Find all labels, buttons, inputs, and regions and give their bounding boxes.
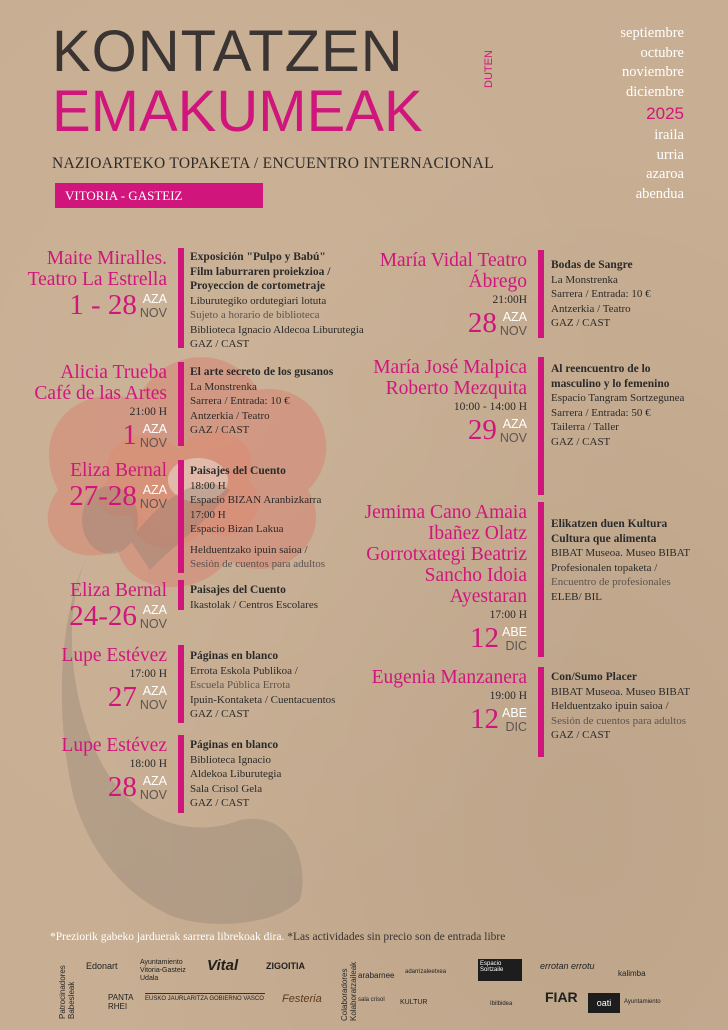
event-title-line: Páginas en blanco: [190, 650, 279, 662]
month-es: NOV: [139, 698, 167, 712]
accent-bar: [178, 735, 184, 813]
event-title-line: masculino y lo femenino: [551, 377, 670, 390]
event-date: [347, 623, 527, 653]
month-eu: AZA: [502, 310, 527, 324]
event-detail-line: Biblioteca Ignacio: [190, 753, 271, 766]
logo-ibilbidea: Ibilbidea: [490, 1001, 513, 1007]
performer-name: María Vidal Teatro Ábrego: [379, 250, 527, 292]
event-month: [500, 417, 527, 445]
month-es: NOV: [499, 431, 527, 445]
event-time: 21:00H: [492, 294, 527, 306]
event-month: [502, 706, 527, 734]
event-title-line: Paisajes del Cuento: [190, 465, 286, 477]
event-detail-line: BIBAT Museoa. Museo BIBAT: [551, 547, 691, 559]
event-title-line: Exposición "Pulpo y Babú": [190, 251, 326, 263]
event-day: 12: [469, 703, 499, 735]
event-time: 10:00 - 14:00 H: [453, 401, 527, 413]
accent-bar: [538, 357, 544, 495]
event-month: [140, 603, 167, 631]
performer-name: Jemima Cano Amaia Ibañez Olatz Gorrotxategi Beatriz Sancho Idoia Ayestaran: [364, 502, 527, 607]
event-time: 19:00 H: [489, 690, 527, 702]
event-detail-line: Tailerra / Taller: [551, 421, 619, 433]
event-day: 1: [122, 419, 137, 451]
event-detail-line: BIBAT Museoa. Museo BIBAT: [551, 685, 691, 698]
event-date: [27, 601, 167, 631]
month-es-1: septiembre: [620, 25, 684, 41]
performer-name: Maite Miralles. Teatro La Estrella: [27, 248, 167, 290]
event-header: [347, 250, 527, 338]
event-details: [551, 670, 721, 743]
event-details: [551, 258, 721, 331]
event-detail-line: Liburutegiko ordutegiari lotuta: [190, 294, 327, 307]
svg-text:DUTEN: DUTEN: [483, 50, 495, 88]
month-eu: AZA: [142, 684, 167, 698]
note-eu: *Preziorik gabeko jarduerak sarrera librekoak dira.: [50, 931, 285, 943]
month-es-4: diciembre: [626, 83, 684, 100]
event-detail-line: La Monstrenka: [190, 380, 257, 393]
event-title-line: Film laburraren proiekzioa /: [190, 265, 331, 278]
month-es: NOV: [139, 497, 167, 511]
event-date: [27, 772, 167, 802]
event-detail-line: Sarrera / Entrada: 10 €: [551, 288, 651, 300]
performer-name: Eliza Bernal: [70, 580, 167, 601]
event-time: 17:00 H: [129, 668, 167, 680]
logo-festeria: Festeria: [282, 993, 322, 1005]
event-detail-line: Helduentzako ipuin saioa /: [190, 543, 308, 556]
event-detail-line: Profesionalen topaketa /: [551, 561, 658, 574]
event-detail-line: GAZ / CAST: [551, 317, 611, 329]
event-detail-line: Antzerkia / Teatro: [551, 302, 631, 315]
event-title-line: El arte secreto de los gusanos: [190, 366, 334, 378]
event-day: 28: [467, 307, 497, 339]
event-date: [27, 290, 167, 320]
performer-name: Lupe Estévez: [61, 645, 167, 666]
month-es: NOV: [499, 324, 527, 338]
event-date: [27, 481, 167, 511]
title-small-vertical: [479, 36, 497, 88]
accent-bar: [538, 502, 544, 657]
logo-gobierno-vasco: EUSKO JAURLARITZA GOBIERNO VASCO: [145, 993, 265, 1002]
logo-ayuntamiento: Ayuntamiento: [624, 999, 661, 1005]
event-title-line: Bodas de Sangre: [551, 259, 633, 271]
event-month: [140, 774, 167, 802]
logo-errotan-errotu: errotan errotu: [540, 961, 595, 971]
event-title-line: Paisajes del Cuento: [190, 584, 286, 596]
accent-bar: [178, 362, 184, 446]
month-es: DIC: [505, 639, 527, 653]
event-day: 24-26: [69, 600, 137, 632]
month-es: NOV: [139, 617, 167, 631]
month-eu-1: iraila: [654, 127, 684, 143]
event-detail-line: Biblioteca Ignacio Aldecoa Liburutegia: [190, 323, 364, 336]
event-day: 27: [107, 681, 137, 713]
event-detail-line: Aldekoa Liburutegia: [190, 768, 282, 780]
event-day: 12: [469, 622, 499, 654]
performer-name: Lupe Estévez: [61, 735, 167, 756]
event-time: 17:00 H: [489, 609, 527, 621]
logo-arabarnee: arabarnee: [358, 971, 395, 980]
event-month: [500, 310, 527, 338]
event-header: [27, 580, 167, 631]
title-line-1: KONTATZEN: [52, 19, 404, 84]
event-day: 27-28: [69, 480, 137, 512]
months-block: [620, 24, 684, 204]
event-detail-line: Errota Eskola Publikoa /: [190, 664, 298, 677]
month-es-2: octubre: [640, 44, 684, 61]
event-date: [347, 704, 527, 734]
event-title-line: Al reencuentro de lo: [551, 363, 651, 375]
title-line-2: EMAKUMEAK: [52, 79, 423, 144]
performer-name: Eugenia Manzanera: [371, 667, 527, 688]
event-title-line: Con/Sumo Placer: [551, 671, 637, 683]
event-header: [27, 460, 167, 511]
logo-panta-rhei: PANTA RHEI: [108, 993, 134, 1011]
event-detail-line: 18:00 H: [190, 479, 226, 492]
month-eu: AZA: [502, 417, 527, 431]
event-detail-line: Encuentro de profesionales: [551, 576, 671, 588]
event-detail-line: Espacio Bizan Lakua: [190, 523, 284, 535]
label-patrocinadores: Patrocinadores Babesleak: [58, 965, 76, 1019]
event-date: [27, 420, 167, 450]
sponsors-strip: [0, 955, 728, 1030]
event-detail-line: 17:00 H: [190, 508, 226, 521]
subtitle: NAZIOARTEKO TOPAKETA / ENCUENTRO INTERNACIONAL: [52, 155, 494, 172]
event-header: [27, 735, 167, 802]
event-detail-line: GAZ / CAST: [190, 338, 250, 350]
event-detail-line: GAZ / CAST: [190, 708, 250, 720]
event-title-line: Páginas en blanco: [190, 739, 279, 751]
month-es: NOV: [139, 306, 167, 320]
event-date: [347, 308, 527, 338]
event-detail-line: Ikastolak / Centros Escolares: [190, 598, 318, 611]
accent-bar: [178, 460, 184, 573]
performer-name: María José Malpica Roberto Mezquita: [373, 357, 527, 399]
month-eu-4: abendua: [635, 185, 684, 202]
logo-espacio-sortzaile: Espacio Sortzaile: [478, 959, 522, 981]
event-title-line: Proyeccion de cortometraje: [190, 280, 326, 292]
logo-fiar: FIAR: [545, 989, 578, 1005]
event-detail-line: Sujeto a horario de biblioteca: [190, 309, 320, 321]
month-es: NOV: [139, 788, 167, 802]
event-title-line: Cultura que alimenta: [551, 532, 657, 545]
event-detail-line: Sala Crisol Gela: [190, 782, 263, 795]
event-header: [347, 357, 527, 445]
logo-kultur: KULTUR: [400, 999, 428, 1006]
logo-kalimba: kalimba: [618, 969, 646, 978]
event-details: [190, 738, 390, 811]
month-es-3: noviembre: [621, 64, 684, 80]
note-es: *Las actividades sin precio son de entrada libre: [287, 931, 506, 943]
logo-oati: oati: [588, 993, 620, 1013]
month-eu-3: azaroa: [646, 166, 684, 182]
event-details: [551, 362, 721, 449]
month-eu: AZA: [142, 292, 167, 306]
event-header: [27, 248, 167, 320]
logo-ayuntamiento-vitoria: Ayuntamiento Vitoria-Gasteiz Udala: [140, 959, 186, 982]
event-date: [27, 682, 167, 712]
event-detail-line: GAZ / CAST: [190, 424, 250, 436]
accent-bar: [538, 250, 544, 338]
event-detail-line: Sarrera / Entrada: 50 €: [551, 406, 651, 419]
event-header: [347, 502, 527, 653]
event-detail-line: ELEB/ BIL: [551, 590, 603, 603]
event-time: 18:00 H: [129, 758, 167, 770]
event-title-line: Elikatzen duen Kultura: [551, 518, 668, 530]
accent-bar: [178, 645, 184, 723]
event-detail-line: Escuela Pública Errota: [190, 679, 291, 691]
city-badge: VITORIA - GASTEIZ: [55, 183, 263, 208]
event-time: 21:00 H: [129, 406, 167, 418]
event-month: [140, 292, 167, 320]
event-detail-line: Ipuin-Kontaketa / Cuentacuentos: [190, 693, 336, 706]
logo-zigoitia: ZIGOITIA: [266, 961, 305, 971]
event-day: 29: [467, 414, 497, 446]
logo-vital: Vital: [207, 957, 239, 974]
year: 2025: [646, 104, 684, 123]
logo-edonart: Edonart: [86, 961, 118, 971]
logo-adarrizale: adarrizaleetxea: [405, 969, 447, 975]
event-day: 28: [107, 771, 137, 803]
event-detail-line: Espacio BIZAN Aranbizkarra: [190, 494, 322, 506]
event-detail-line: La Monstrenka: [551, 273, 618, 286]
month-es: NOV: [139, 436, 167, 450]
month-eu: AZA: [142, 603, 167, 617]
event-detail-line: Sesión de cuentos para adultos: [551, 714, 687, 727]
label-colaboradores: Colaboradores Kolaboratzaileak: [340, 961, 358, 1021]
month-es: DIC: [505, 720, 527, 734]
footer-note: [50, 931, 505, 943]
event-detail-line: Espacio Tangram Sortzegunea: [551, 392, 685, 404]
month-eu: AZA: [142, 422, 167, 436]
month-eu: AZA: [142, 774, 167, 788]
logo-sala-crisol: sala crisol: [358, 997, 385, 1003]
accent-bar: [178, 248, 184, 348]
month-eu: ABE: [501, 625, 527, 639]
month-eu: ABE: [501, 706, 527, 720]
event-day: 1 - 28: [69, 289, 137, 321]
event-header: [347, 667, 527, 734]
event-month: [140, 684, 167, 712]
event-detail-line: Sesión de cuentos para adultos: [190, 558, 326, 570]
event-month: [502, 625, 527, 653]
event-detail-line: GAZ / CAST: [190, 797, 250, 809]
event-month: [140, 483, 167, 511]
accent-bar: [538, 667, 544, 757]
month-eu: AZA: [142, 483, 167, 497]
performer-name: Alicia Trueba Café de las Artes: [34, 362, 167, 404]
event-details: [551, 517, 721, 604]
event-detail-line: Antzerkia / Teatro: [190, 409, 270, 422]
event-header: [27, 362, 167, 450]
month-eu-2: urria: [656, 146, 684, 163]
accent-bar: [178, 580, 184, 610]
event-date: [347, 415, 527, 445]
performer-name: Eliza Bernal: [70, 460, 167, 481]
event-detail-line: GAZ / CAST: [551, 435, 611, 448]
event-detail-line: Sarrera / Entrada: 10 €: [190, 395, 290, 407]
event-detail-line: Helduentzako ipuin saioa /: [551, 700, 669, 712]
event-detail-line: GAZ / CAST: [551, 729, 611, 741]
event-month: [140, 422, 167, 450]
event-header: [27, 645, 167, 712]
